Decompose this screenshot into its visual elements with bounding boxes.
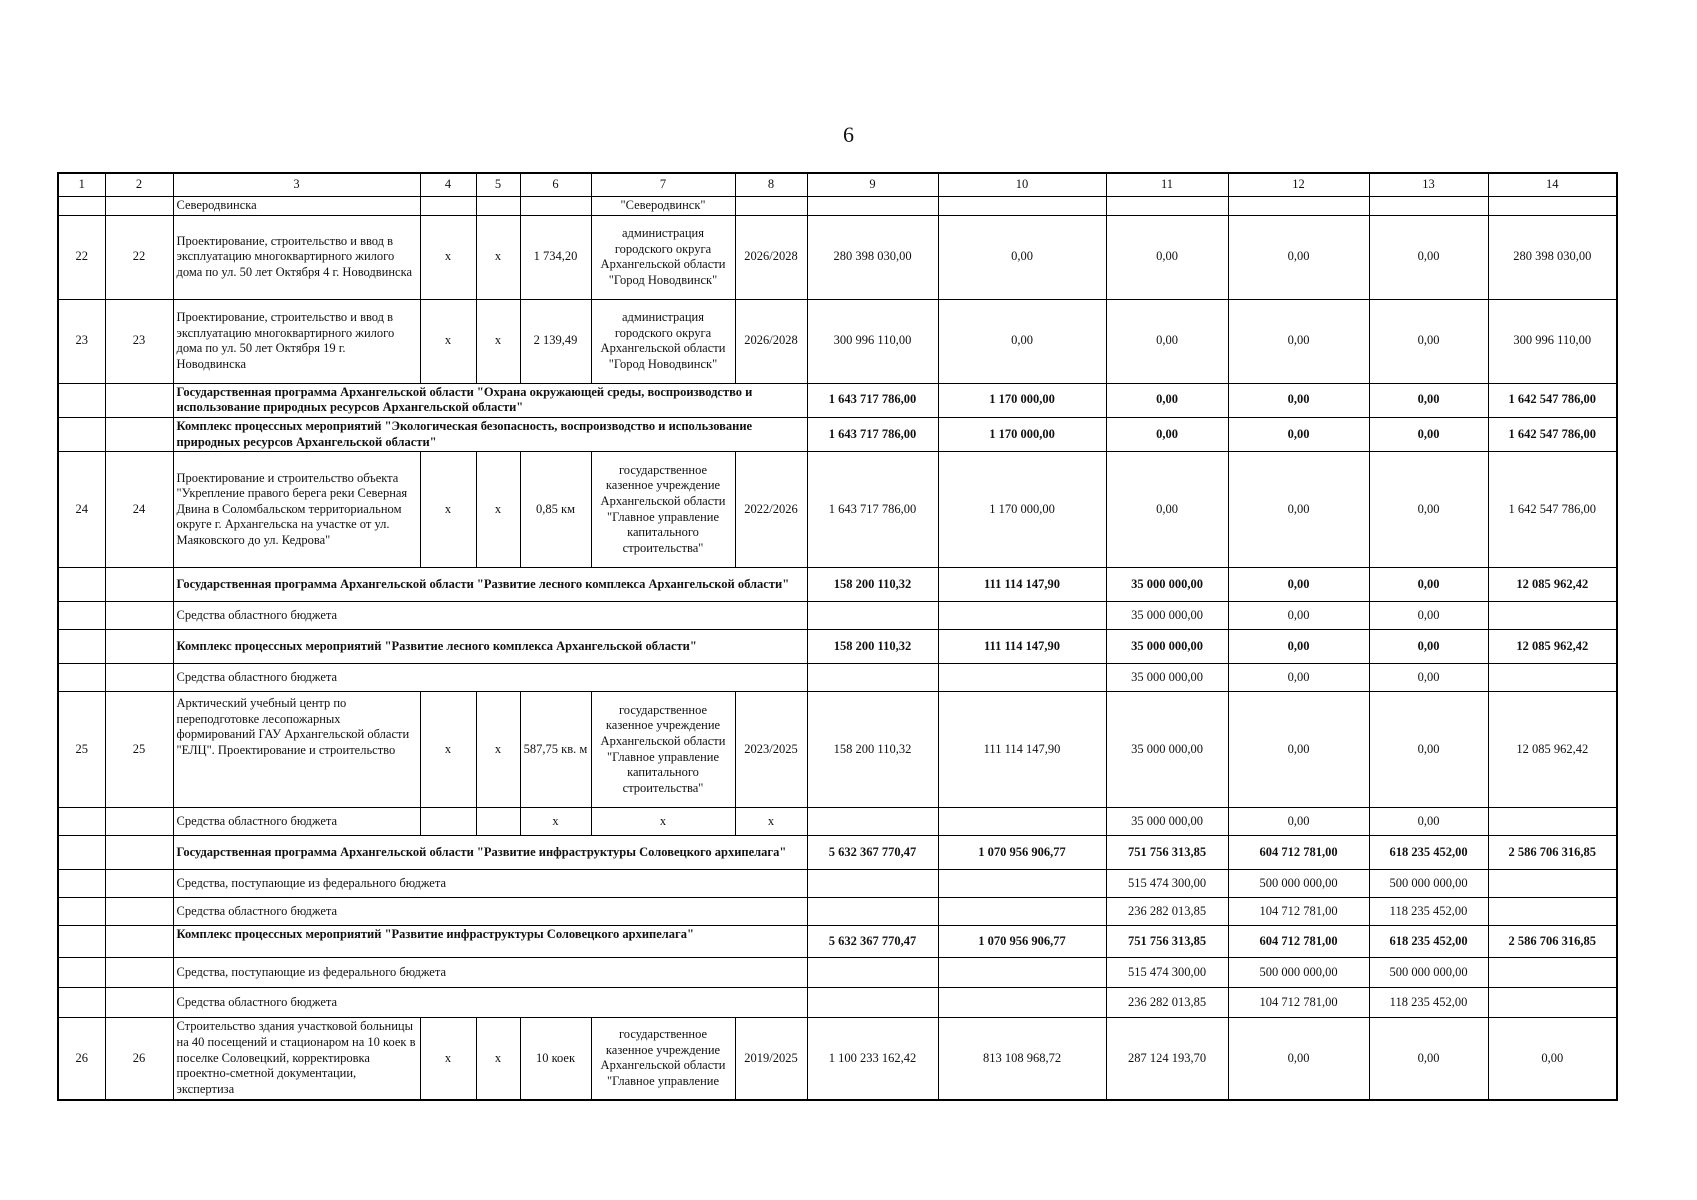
funding-row <box>58 602 1617 630</box>
complex-row <box>58 630 1617 664</box>
table-row <box>58 299 1617 383</box>
amount-cell: 0,00 <box>1369 383 1488 417</box>
cell-x: х <box>735 808 807 836</box>
amount-cell: 35 000 000,00 <box>1106 602 1228 630</box>
amount-cell: 5 632 367 770,47 <box>807 836 938 870</box>
period-cell: 2019/2025 <box>735 1018 807 1100</box>
table-row <box>58 197 1617 216</box>
amount-cell: 0,00 <box>1369 417 1488 451</box>
row-index: 26 <box>58 1018 105 1100</box>
funding-row <box>58 870 1617 898</box>
cell-x: х <box>420 1018 476 1100</box>
row-index: 25 <box>58 692 105 808</box>
cell-x: х <box>591 808 735 836</box>
header-cell: 1 <box>58 173 105 197</box>
header-cell: 4 <box>420 173 476 197</box>
amount-cell: 751 756 313,85 <box>1106 926 1228 958</box>
program-title: Государственная программа Архангельской области "Развитие инфраструктуры Соловецкого архипелага" <box>173 836 807 870</box>
funding-source: Средства областного бюджета <box>173 602 807 630</box>
cell-x: х <box>476 215 520 299</box>
table-row <box>58 1018 1617 1100</box>
amount-cell: 1 642 547 786,00 <box>1488 383 1617 417</box>
amount-cell: 0,00 <box>1228 417 1369 451</box>
amount-cell: 35 000 000,00 <box>1106 808 1228 836</box>
object-name: Проектирование и строительство объекта "Укрепление правого берега реки Северная Двина в Соломбальском территориальном округе г. Архангельска на участке от ул. Маяковского до ул. Кедрова" <box>173 452 420 568</box>
amount-cell: 0,00 <box>1106 417 1228 451</box>
amount-cell: 0,00 <box>1228 692 1369 808</box>
amount-cell: 500 000 000,00 <box>1369 958 1488 988</box>
period-cell: 2026/2028 <box>735 215 807 299</box>
header-cell: 6 <box>520 173 591 197</box>
funding-row <box>58 958 1617 988</box>
cell-x: х <box>476 1018 520 1100</box>
funding-source: Средства областного бюджета <box>173 988 807 1018</box>
customer-name: администрация городского округа Архангельской области "Город Новодвинск" <box>591 215 735 299</box>
amount-cell: 0,00 <box>938 299 1106 383</box>
header-cell: 9 <box>807 173 938 197</box>
header-cell: 8 <box>735 173 807 197</box>
amount-cell: 0,00 <box>1369 692 1488 808</box>
amount-cell: 0,00 <box>1369 602 1488 630</box>
amount-cell: 111 114 147,90 <box>938 692 1106 808</box>
row-code: 22 <box>105 215 173 299</box>
table-row <box>58 692 1617 808</box>
amount-cell: 0,00 <box>1228 215 1369 299</box>
complex-row <box>58 417 1617 451</box>
funding-source: Средства областного бюджета <box>173 808 420 836</box>
amount-cell: 0,00 <box>1369 808 1488 836</box>
cell-x: х <box>476 452 520 568</box>
row-code: 24 <box>105 452 173 568</box>
period-cell: 2026/2028 <box>735 299 807 383</box>
amount-cell: 0,00 <box>1106 452 1228 568</box>
amount-cell: 12 085 962,42 <box>1488 630 1617 664</box>
period-cell: 2023/2025 <box>735 692 807 808</box>
amount-cell: 12 085 962,42 <box>1488 692 1617 808</box>
header-cell: 2 <box>105 173 173 197</box>
complex-row <box>58 926 1617 958</box>
table-header-row <box>58 173 1617 197</box>
amount-cell: 0,00 <box>1106 299 1228 383</box>
amount-cell: 0,00 <box>1369 630 1488 664</box>
object-name: Проектирование, строительство и ввод в эксплуатацию многоквартирного жилого дома по ул. 50 лет Октября 4 г. Новодвинска <box>173 215 420 299</box>
amount-cell: 280 398 030,00 <box>1488 215 1617 299</box>
customer-name: государственное казенное учреждение Архангельской области "Главное управление <box>591 1018 735 1100</box>
amount-cell: 1 643 717 786,00 <box>807 383 938 417</box>
header-cell: 7 <box>591 173 735 197</box>
customer-name: "Северодвинск" <box>591 197 735 216</box>
object-name: Строительство здания участковой больницы на 40 посещений и стационаром на 10 коек в поселке Соловецкий, корректировка проектно-сметной документации, экспертиза <box>173 1018 420 1100</box>
amount-cell: 1 070 956 906,77 <box>938 836 1106 870</box>
amount-cell: 118 235 452,00 <box>1369 898 1488 926</box>
amount-cell: 118 235 452,00 <box>1369 988 1488 1018</box>
row-code: 23 <box>105 299 173 383</box>
amount-cell: 500 000 000,00 <box>1228 958 1369 988</box>
amount-cell: 287 124 193,70 <box>1106 1018 1228 1100</box>
program-row <box>58 383 1617 417</box>
amount-cell: 0,00 <box>1228 630 1369 664</box>
funding-row <box>58 898 1617 926</box>
complex-title: Комплекс процессных мероприятий "Развитие лесного комплекса Архангельской области" <box>173 630 807 664</box>
header-cell: 5 <box>476 173 520 197</box>
amount-cell: 1 170 000,00 <box>938 452 1106 568</box>
cell-x: х <box>420 452 476 568</box>
amount-cell: 2 586 706 316,85 <box>1488 836 1617 870</box>
amount-cell: 1 070 956 906,77 <box>938 926 1106 958</box>
header-cell: 13 <box>1369 173 1488 197</box>
cell-x: х <box>420 215 476 299</box>
cell-x: х <box>520 808 591 836</box>
amount-cell: 0,00 <box>1228 664 1369 692</box>
amount-cell: 0,00 <box>1369 568 1488 602</box>
table-row <box>58 215 1617 299</box>
amount-cell: 1 100 233 162,42 <box>807 1018 938 1100</box>
funding-row <box>58 808 1617 836</box>
amount-cell: 0,00 <box>1488 1018 1617 1100</box>
amount-cell: 158 200 110,32 <box>807 692 938 808</box>
amount-cell: 0,00 <box>938 215 1106 299</box>
amount-cell: 604 712 781,00 <box>1228 926 1369 958</box>
amount-cell: 618 235 452,00 <box>1369 836 1488 870</box>
row-code: 25 <box>105 692 173 808</box>
amount-cell: 515 474 300,00 <box>1106 870 1228 898</box>
amount-cell: 0,00 <box>1106 383 1228 417</box>
amount-cell: 0,00 <box>1369 215 1488 299</box>
amount-cell: 0,00 <box>1369 452 1488 568</box>
funding-row <box>58 988 1617 1018</box>
amount-cell: 500 000 000,00 <box>1228 870 1369 898</box>
capacity-cell: 10 коек <box>520 1018 591 1100</box>
amount-cell: 515 474 300,00 <box>1106 958 1228 988</box>
cell-x: х <box>420 299 476 383</box>
customer-name: государственное казенное учреждение Архангельской области "Главное управление капитального строительства" <box>591 452 735 568</box>
amount-cell: 2 586 706 316,85 <box>1488 926 1617 958</box>
amount-cell: 12 085 962,42 <box>1488 568 1617 602</box>
header-cell: 3 <box>173 173 420 197</box>
amount-cell: 0,00 <box>1228 452 1369 568</box>
funding-source: Средства областного бюджета <box>173 898 807 926</box>
amount-cell: 1 642 547 786,00 <box>1488 417 1617 451</box>
amount-cell: 236 282 013,85 <box>1106 898 1228 926</box>
investment-table <box>57 172 1618 1101</box>
capacity-cell: 2 139,49 <box>520 299 591 383</box>
amount-cell: 111 114 147,90 <box>938 568 1106 602</box>
row-index: 24 <box>58 452 105 568</box>
amount-cell: 0,00 <box>1228 1018 1369 1100</box>
cell-x: х <box>476 299 520 383</box>
amount-cell: 604 712 781,00 <box>1228 836 1369 870</box>
amount-cell: 1 642 547 786,00 <box>1488 452 1617 568</box>
amount-cell: 500 000 000,00 <box>1369 870 1488 898</box>
amount-cell: 0,00 <box>1228 383 1369 417</box>
funding-source: Средства областного бюджета <box>173 664 807 692</box>
program-row <box>58 568 1617 602</box>
program-title: Государственная программа Архангельской области "Развитие лесного комплекса Архангельской области" <box>173 568 807 602</box>
row-index: 23 <box>58 299 105 383</box>
header-cell: 11 <box>1106 173 1228 197</box>
amount-cell: 1 170 000,00 <box>938 417 1106 451</box>
amount-cell: 111 114 147,90 <box>938 630 1106 664</box>
header-cell: 14 <box>1488 173 1617 197</box>
amount-cell: 35 000 000,00 <box>1106 692 1228 808</box>
table-row <box>58 452 1617 568</box>
customer-name: администрация городского округа Архангельской области "Город Новодвинск" <box>591 299 735 383</box>
funding-row <box>58 664 1617 692</box>
complex-title: Комплекс процессных мероприятий "Развитие инфраструктуры Соловецкого архипелага" <box>173 926 807 958</box>
amount-cell: 158 200 110,32 <box>807 568 938 602</box>
page-number: 6 <box>843 122 854 147</box>
amount-cell: 300 996 110,00 <box>807 299 938 383</box>
amount-cell: 1 170 000,00 <box>938 383 1106 417</box>
funding-source: Средства, поступающие из федерального бюджета <box>173 870 807 898</box>
object-name: Северодвинска <box>173 197 420 216</box>
amount-cell: 35 000 000,00 <box>1106 630 1228 664</box>
complex-title: Комплекс процессных мероприятий "Экологическая безопасность, воспроизводство и использование природных ресурсов Архангельской области" <box>173 417 807 451</box>
cell-x: х <box>476 692 520 808</box>
amount-cell: 0,00 <box>1369 299 1488 383</box>
amount-cell: 5 632 367 770,47 <box>807 926 938 958</box>
object-name: Арктический учебный центр по переподготовке лесопожарных формирований ГАУ Архангельской области "ЕЛЦ". Проектирование и строительство <box>173 692 420 808</box>
amount-cell: 0,00 <box>1228 568 1369 602</box>
funding-source: Средства, поступающие из федерального бюджета <box>173 958 807 988</box>
amount-cell: 0,00 <box>1228 808 1369 836</box>
row-index: 22 <box>58 215 105 299</box>
customer-name: государственное казенное учреждение Архангельской области "Главное управление капитального строительства" <box>591 692 735 808</box>
amount-cell: 813 108 968,72 <box>938 1018 1106 1100</box>
program-title: Государственная программа Архангельской области "Охрана окружающей среды, воспроизводство и использование природных ресурсов Архангельской области" <box>173 383 807 417</box>
object-name: Проектирование, строительство и ввод в эксплуатацию многоквартирного жилого дома по ул. 50 лет Октября 19 г. Новодвинска <box>173 299 420 383</box>
amount-cell: 0,00 <box>1369 1018 1488 1100</box>
cell-x: х <box>420 692 476 808</box>
amount-cell: 300 996 110,00 <box>1488 299 1617 383</box>
period-cell: 2022/2026 <box>735 452 807 568</box>
amount-cell: 0,00 <box>1369 664 1488 692</box>
amount-cell: 104 712 781,00 <box>1228 988 1369 1018</box>
row-code: 26 <box>105 1018 173 1100</box>
amount-cell: 1 643 717 786,00 <box>807 452 938 568</box>
amount-cell: 0,00 <box>1106 215 1228 299</box>
amount-cell: 236 282 013,85 <box>1106 988 1228 1018</box>
program-row <box>58 836 1617 870</box>
amount-cell: 1 643 717 786,00 <box>807 417 938 451</box>
capacity-cell: 0,85 км <box>520 452 591 568</box>
amount-cell: 751 756 313,85 <box>1106 836 1228 870</box>
amount-cell: 35 000 000,00 <box>1106 568 1228 602</box>
capacity-cell: 587,75 кв. м <box>520 692 591 808</box>
amount-cell: 280 398 030,00 <box>807 215 938 299</box>
amount-cell: 104 712 781,00 <box>1228 898 1369 926</box>
amount-cell: 0,00 <box>1228 299 1369 383</box>
amount-cell: 35 000 000,00 <box>1106 664 1228 692</box>
header-cell: 10 <box>938 173 1106 197</box>
capacity-cell: 1 734,20 <box>520 215 591 299</box>
amount-cell: 158 200 110,32 <box>807 630 938 664</box>
amount-cell: 618 235 452,00 <box>1369 926 1488 958</box>
amount-cell: 0,00 <box>1228 602 1369 630</box>
header-cell: 12 <box>1228 173 1369 197</box>
